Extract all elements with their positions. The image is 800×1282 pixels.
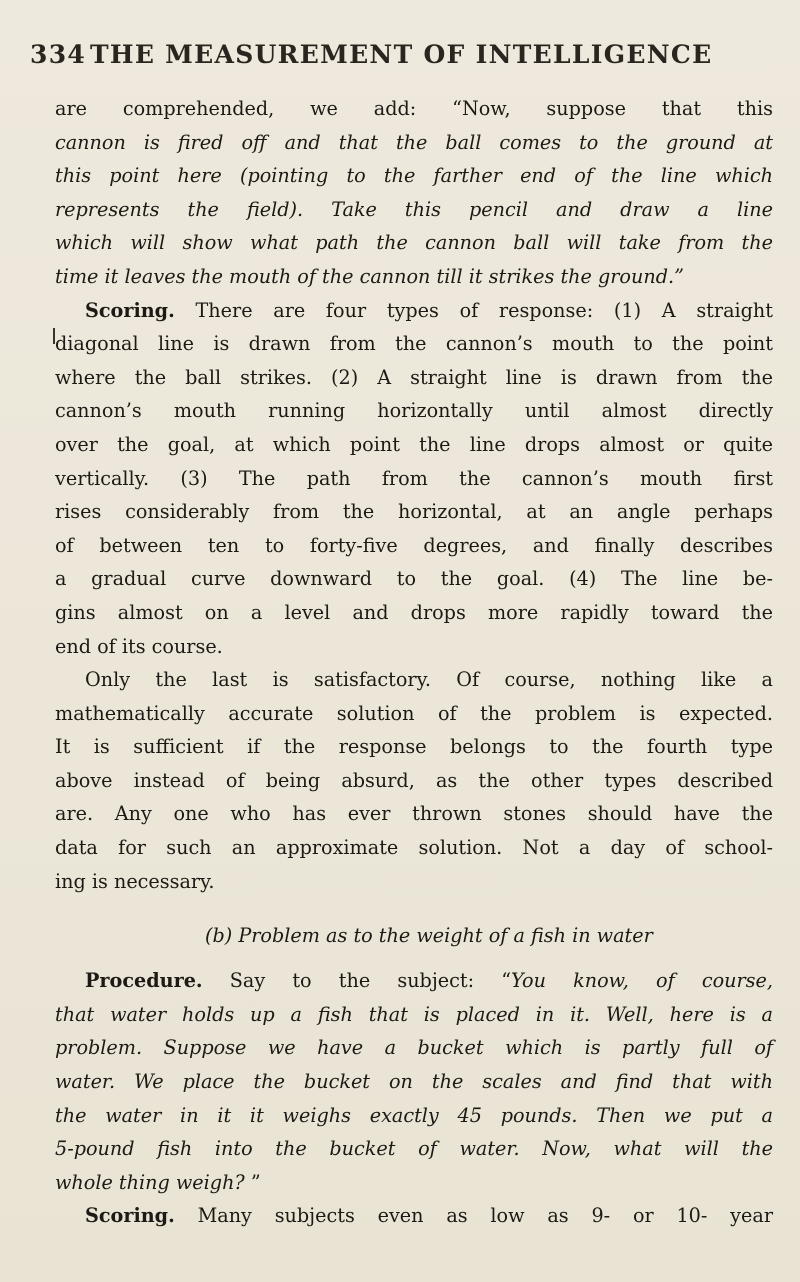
- text-line: [55, 1099, 773, 1133]
- para2-line4: above instead of being absurd, as the other types described: [55, 768, 773, 792]
- text-line: [55, 260, 773, 294]
- text-line: [55, 630, 773, 664]
- scoring1-line10: gins almost on a level and drops more rapidly toward the: [55, 600, 773, 624]
- text-line: [55, 428, 773, 462]
- scoring1-line3: where the ball strikes. (2) A straight line is drawn from the: [55, 365, 773, 389]
- text-line: [55, 797, 773, 831]
- text-line: [55, 562, 773, 596]
- text-line: [55, 998, 773, 1032]
- procedure-line7: whole thing weigh?: [55, 1170, 245, 1194]
- page-number: 334: [30, 40, 87, 69]
- para2-line5: are. Any one who has ever thrown stones should have the: [55, 802, 773, 826]
- text-line: [55, 697, 773, 731]
- scoring1-line11: end of its course.: [55, 634, 223, 658]
- text-line: [55, 294, 773, 328]
- procedure-line1a: Say to the subject: “: [202, 969, 512, 993]
- procedure-label: Procedure.: [85, 969, 203, 993]
- text-line: [55, 226, 773, 260]
- text-line: [55, 663, 773, 697]
- scoring1-line7: rises considerably from the horizontal, at an angle perhaps: [55, 500, 773, 524]
- para1-line6: time it leaves the mouth of the cannon till it strikes the ground.”: [55, 264, 684, 288]
- running-title: THE MEASUREMENT OF INTELLIGENCE: [90, 40, 713, 69]
- text-line: [55, 529, 773, 563]
- para2-line7: ing is necessary.: [55, 869, 215, 893]
- text-line: [55, 327, 773, 361]
- para1-line3: this point here (pointing to the farther end of the line which: [55, 164, 773, 188]
- text-line: [55, 1065, 773, 1099]
- scoring1-line9: a gradual curve downward to the goal. (4) The line be-: [55, 567, 773, 591]
- text-line: [55, 159, 773, 193]
- procedure-line2: that water holds up a fish that is placed in it. Well, here is a: [55, 1002, 773, 1026]
- text-line: [55, 193, 773, 227]
- scoring1-line5: over the goal, at which point the line drops almost or quite: [55, 432, 773, 456]
- body-text: [55, 92, 773, 1233]
- text-line: [55, 964, 773, 998]
- para2-line3: It is sufficient if the response belongs to the fourth type: [55, 735, 773, 759]
- procedure-line4: water. We place the bucket on the scales and find that with: [55, 1070, 773, 1094]
- text-line: [55, 831, 773, 865]
- procedure-line6: 5-pound fish into the bucket of water. Now, what will the: [55, 1137, 773, 1161]
- text-line: [55, 1132, 773, 1166]
- para2-line6: data for such an approximate solution. Not a day of school-: [55, 836, 773, 860]
- text-line: [55, 1166, 773, 1200]
- para2-line2: mathematically accurate solution of the problem is expected.: [55, 701, 773, 725]
- procedure-close-quote: ”: [244, 1170, 261, 1194]
- running-head: [30, 40, 770, 80]
- para1-line1: are comprehended, we add: “Now, suppose that this: [55, 97, 773, 120]
- text-line: [55, 92, 773, 126]
- scoring-label: Scoring.: [85, 1204, 175, 1228]
- para2-line1: Only the last is satisfactory. Of course, nothing like a: [85, 668, 773, 692]
- section-heading: (b) Problem as to the weight of a fish in water: [205, 924, 653, 948]
- text-line: [55, 394, 773, 428]
- text-line: [55, 126, 773, 160]
- para1-line2: cannon is fired off and that the ball comes to the ground at: [55, 130, 773, 154]
- scoring1-line1: There are four types of response: (1) A straight: [174, 298, 773, 322]
- para1-line4: represents the field). Take this pencil and draw a line: [55, 197, 773, 221]
- scoring1-line2: diagonal line is drawn from the cannon’s mouth to the point: [55, 332, 773, 356]
- text-line: [55, 462, 773, 496]
- text-line: [55, 865, 773, 899]
- procedure-line3: problem. Suppose we have a bucket which is partly full of: [55, 1036, 773, 1060]
- scoring1-line6: vertically. (3) The path from the cannon’s mouth first: [55, 466, 773, 490]
- text-line: [55, 495, 773, 529]
- para1-line5: which will show what path the cannon ball will take from the: [55, 231, 773, 255]
- scoring-label: Scoring.: [85, 298, 175, 322]
- scoring1-line8: of between ten to forty-five degrees, and finally describes: [55, 533, 773, 557]
- text-line: [55, 764, 773, 798]
- scoring2-line1: Many subjects even as low as 9- or 10- year: [174, 1204, 773, 1228]
- text-line: [55, 596, 773, 630]
- text-line: [55, 1031, 773, 1065]
- scoring1-line4: cannon’s mouth running horizontally until almost directly: [55, 399, 773, 423]
- text-line: [55, 361, 773, 395]
- text-line: [55, 730, 773, 764]
- text-line: [55, 1199, 773, 1233]
- procedure-line1b: You know, of course,: [511, 969, 773, 993]
- procedure-line5: the water in it it weighs exactly 45 pounds. Then we put a: [55, 1103, 773, 1127]
